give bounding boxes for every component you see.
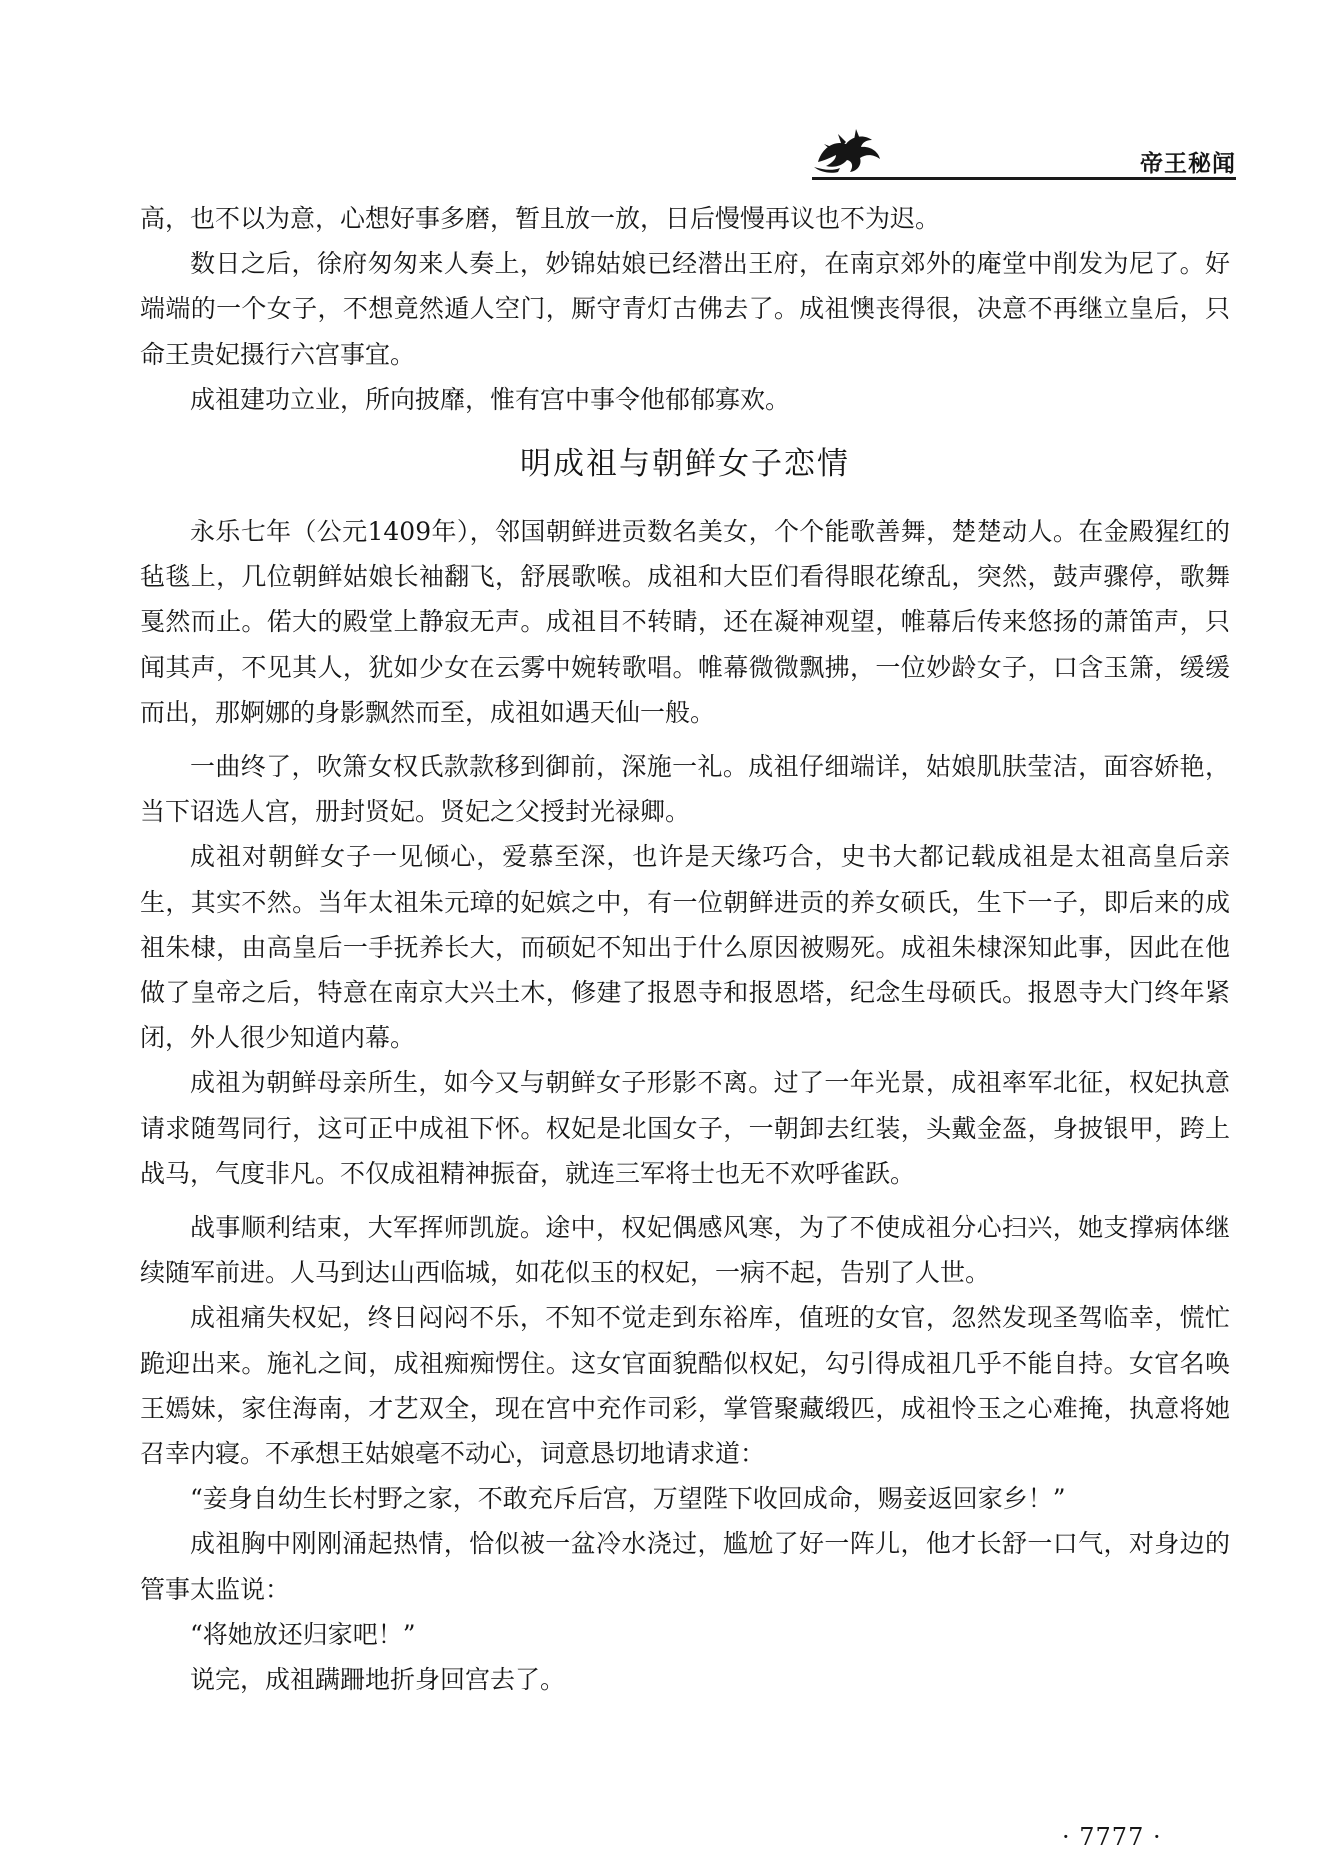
paragraph: 成祖建功立业，所向披靡，惟有宫中事令他郁郁寡欢。 (190, 384, 791, 414)
page-header (812, 110, 1236, 180)
dragon-emblem-icon (812, 126, 884, 176)
paragraph: 数日之后，徐府匆匆来人奏上，妙锦姑娘已经潜出王府，在南京郊外的庵堂中削发为尼了。好端端的一个女子，不想竟然遁人空门，厮守青灯古佛去了。成祖懊丧得很，决意不再继立皇后，只命王贵妃摄行六宫事宜。 (140, 249, 1230, 369)
paragraph: 一曲终了，吹箫女权氏款款移到御前，深施一礼。成祖仔细端详，姑娘肌肤莹洁，面容娇艳，当下诏选人宫，册封贤妃。贤妃之父授封光禄卿。 (140, 752, 1230, 827)
paragraph: 成祖对朝鲜女子一见倾心，爱慕至深，也许是天缘巧合，史书大都记载成祖是太祖高皇后亲生，其实不然。当年太祖朱元璋的妃嫔之中，有一位朝鲜进贡的养女硕氏，生下一子，即后来的成祖朱棣，由高皇后一手抚养长大，而硕妃不知出于什么原因被赐死。成祖朱棣深知此事，因此在他做了皇帝之后，特意在南京大兴土木，修建了报恩寺和报恩塔，纪念生母硕氏。报恩寺大门终年紧闭，外人很少知道内幕。 (140, 842, 1230, 1053)
paragraph: 说完，成祖蹒跚地折身回宫去了。 (190, 1665, 566, 1695)
quote-paragraph: “将她放还归家吧！” (190, 1619, 416, 1649)
quote-paragraph: “妾身自幼生长村野之家，不敢充斥后宫，万望陛下收回成命，赐妾返回家乡！” (190, 1484, 1066, 1514)
paragraph: 战事顺利结束，大军挥师凯旋。途中，权妃偶感风寒，为了不使成祖分心扫兴，她支撑病体继续随军前进。人马到达山西临城，如花似玉的权妃，一病不起，告别了人世。 (140, 1213, 1230, 1288)
page-number: · 7777 · (1062, 1823, 1162, 1851)
paragraph: 成祖胸中刚刚涌起热情，恰似被一盆冷水浇过，尴尬了好一阵儿，他才长舒一口气，对身边的管事太监说： (140, 1529, 1230, 1604)
header-rule (812, 177, 1236, 180)
paragraph: 高，也不以为意，心想好事多磨，暂且放一放，日后慢慢再议也不为迟。 (140, 204, 941, 233)
paragraph: 成祖痛失权妃，终日闷闷不乐，不知不觉走到东裕库，值班的女官，忽然发现圣驾临幸，慌忙跪迎出来。施礼之间，成祖痴痴愣住。这女官面貌酷似权妃，勾引得成祖几乎不能自持。女官名唤王嫣妹，家住海南，才艺双全，现在宫中充作司彩，掌管聚藏缎匹，成祖怜玉之心难掩，执意将她召幸内寝。不承想王姑娘毫不动心，词意恳切地请求道： (140, 1303, 1230, 1469)
section-title: 明成祖与朝鲜女子恋情 (520, 446, 850, 483)
paragraph: 成祖为朝鲜母亲所生，如今又与朝鲜女子形影不离。过了一年光景，成祖率军北征，权妃执意请求随驾同行，这可正中成祖下怀。权妃是北国女子，一朝卸去红装，头戴金盔，身披银甲，跨上战马，气度非凡。不仅成祖精神振奋，就连三军将士也无不欢呼雀跃。 (140, 1068, 1230, 1188)
paragraph: 永乐七年（公元1409年），邻国朝鲜进贡数名美女，个个能歌善舞，楚楚动人。在金殿猩红的毡毯上，几位朝鲜姑娘长袖翻飞，舒展歌喉。成祖和大臣们看得眼花缭乱，突然，鼓声骤停，歌舞戛然而止。偌大的殿堂上静寂无声。成祖目不转睛，还在凝神观望，帷幕后传来悠扬的萧笛声，只闻其声，不见其人，犹如少女在云雾中婉转歌唱。帷幕微微飘拂，一位妙龄女子，口含玉箫，缓缓而出，那婀娜的身影飘然而至，成祖如遇天仙一般。 (140, 517, 1230, 727)
page-body (140, 196, 1230, 1702)
header-title: 帝王秘闻 (1140, 151, 1236, 177)
